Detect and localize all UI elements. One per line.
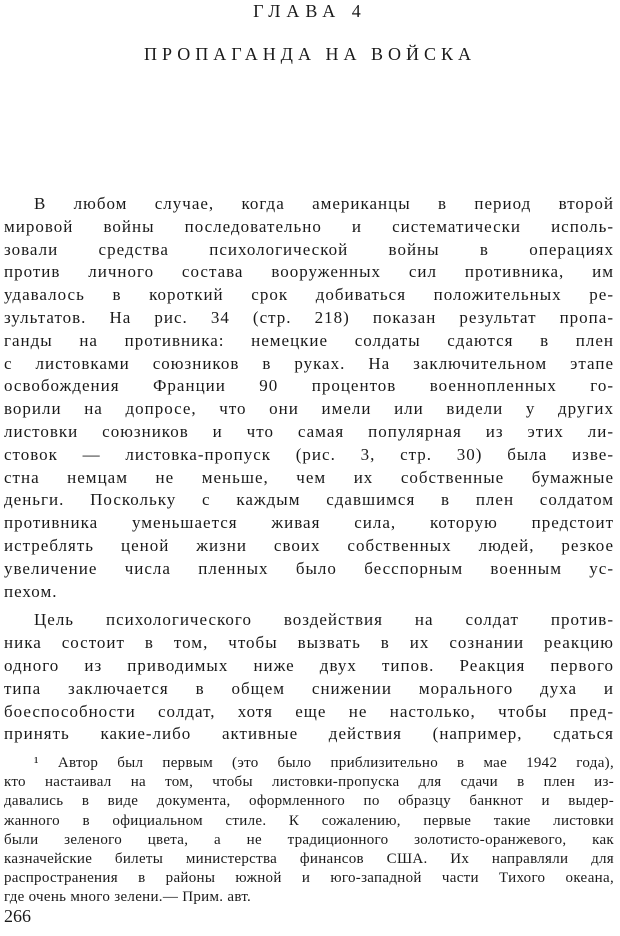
- body-line: принять какие-либо активные действия (например, сдаться: [4, 724, 614, 744]
- body-line: противника уменьшается живая сила, которую предстоит: [4, 513, 614, 533]
- body-line: истреблять ценой жизни своих собственных людей, резкое: [4, 535, 614, 555]
- body-line: одного из приводимых ниже двух типов. Реакция первого: [4, 655, 614, 675]
- body-line: стовок — листовка-пропуск (рис. 3, стр. 30) была изве-: [4, 444, 614, 464]
- footnote-line: распространения в районы южной и юго-западной части Тихого океана,: [4, 870, 614, 887]
- body-line: зовали средства психологической войны в операциях: [4, 239, 614, 259]
- footnote-line: где очень много зелени.— Прим. авт.: [4, 889, 252, 906]
- body-line: ворили на допросе, что они имели или видели у других: [4, 399, 614, 419]
- body-line: типа заключается в общем снижении морального духа и: [4, 678, 614, 698]
- body-line: В любом случае, когда американцы в период второй: [34, 194, 614, 213]
- footnote-line: давались в виде документа, оформленного по образцу банкнот и выдер-: [4, 793, 614, 810]
- body-text: [4, 193, 614, 746]
- chapter-title: ПРОПАГАНДА НА ВОЙСКА: [144, 44, 476, 64]
- footnote-line: были зеленого цвета, а не традиционного золотисто-оранжевого, как: [4, 831, 614, 848]
- body-line: деньги. Поскольку с каждым сдавшимся в плен солдатом: [4, 490, 614, 510]
- body-line: Цель психологического воздействия на солдат против-: [34, 610, 614, 630]
- footnote: [4, 754, 614, 908]
- body-line: ганды на противника: немецкие солдаты сдаются в плен: [4, 330, 614, 350]
- footnote-line: ¹ Автор был первым (это было приблизительно в мае 1942 года),: [34, 755, 614, 771]
- body-line: увеличение числа пленных было бесспорным военным ус-: [4, 558, 614, 578]
- body-line: мировой войны последовательно и систематически исполь-: [4, 216, 614, 236]
- body-line: с листовками союзников в руках. На заключительном этапе: [4, 353, 614, 373]
- body-line: стна немцам не меньше, чем их собственные бумажные: [4, 467, 614, 487]
- body-line: листовки союзников и что самая популярная из этих ли-: [4, 421, 614, 441]
- chapter-label: ГЛАВА 4: [253, 1, 367, 21]
- body-line: пехом.: [4, 581, 58, 601]
- body-line: зультатов. На рис. 34 (стр. 218) показан результат пропа-: [4, 307, 614, 327]
- body-line: ника состоит в том, чтобы вызвать в их сознании реакцию: [4, 633, 614, 653]
- body-line: против личного состава вооруженных сил противника, им: [4, 262, 614, 282]
- footnote-line: казначейские билеты министерства финансов США. Их направляли для: [4, 850, 614, 867]
- footnote-line: жанного в официальном стиле. К сожалению, первые такие листовки: [4, 812, 614, 829]
- body-line: удавалось в короткий срок добиваться положительных ре-: [4, 285, 614, 305]
- footnote-line: кто настаивал на том, чтобы листовки-пропуска для сдачи в плен из-: [4, 774, 614, 791]
- body-line: боеспособности солдат, хотя еще не настолько, чтобы пред-: [4, 701, 614, 721]
- page-number: 266: [4, 906, 31, 926]
- body-line: освобождения Франции 90 процентов военнопленных го-: [4, 376, 614, 396]
